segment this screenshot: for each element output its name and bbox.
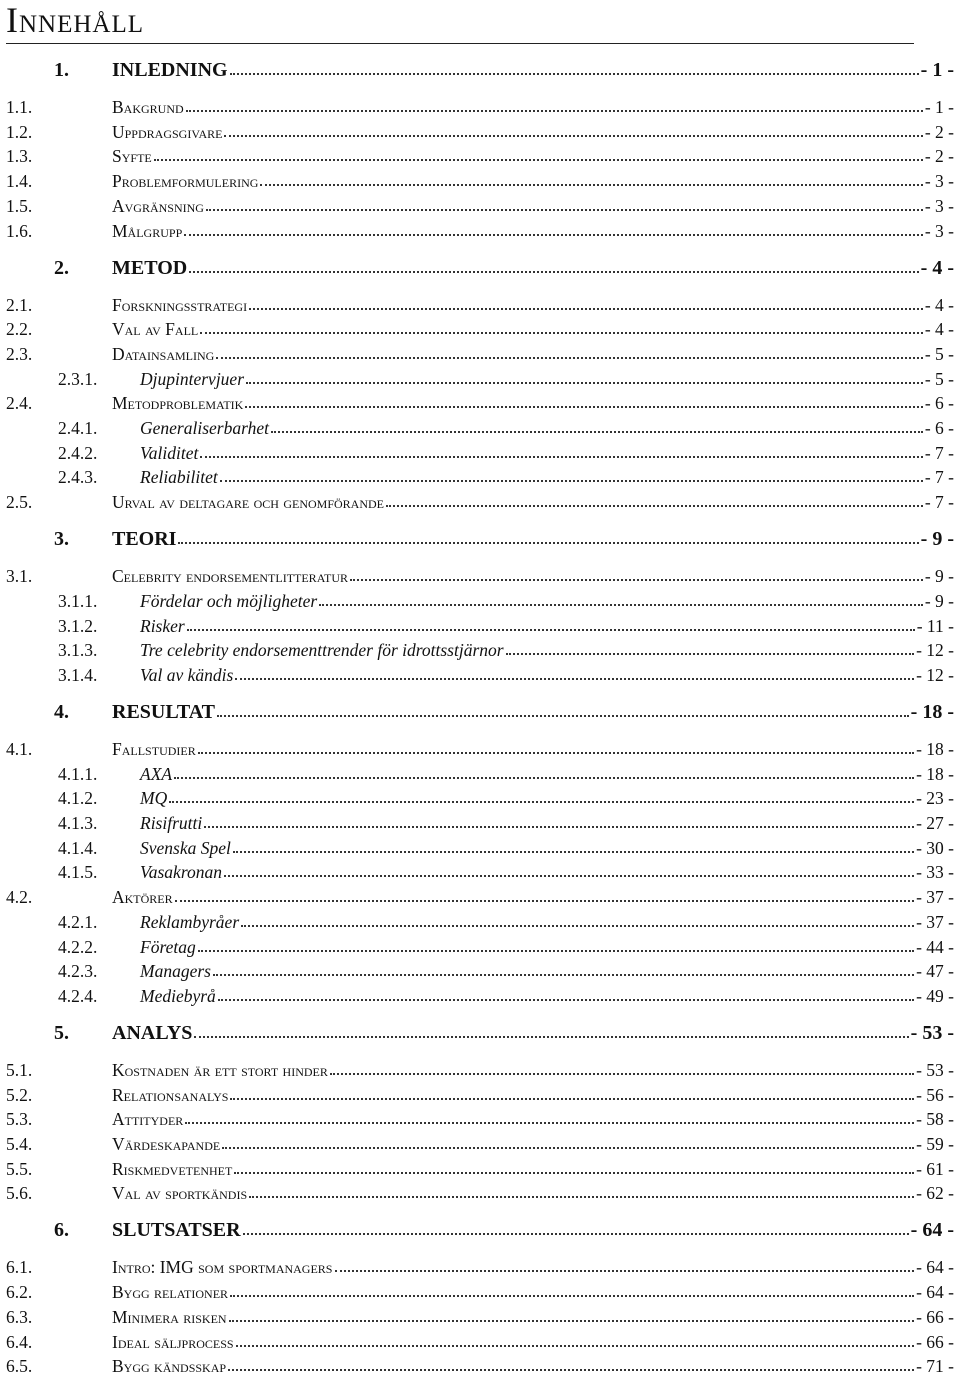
- toc-entry-number: 3.1.: [6, 566, 33, 587]
- dot-leader: [230, 1294, 914, 1297]
- toc-entry[interactable]: [0, 1218, 960, 1240]
- dot-leader: [350, 578, 923, 581]
- dot-leader: [249, 307, 923, 310]
- toc-entry-text: [112, 1060, 954, 1080]
- dot-leader: [198, 751, 914, 754]
- dot-leader: [233, 850, 914, 853]
- toc-entry-text: [140, 912, 954, 932]
- toc-entry-title: Problemformulering: [112, 171, 259, 192]
- toc-entry[interactable]: [0, 58, 960, 80]
- toc-entry-number: 1.6.: [6, 220, 33, 241]
- toc-entry-number: 5.2.: [6, 1084, 33, 1105]
- toc-entry-text: [140, 467, 954, 487]
- toc-entry-page: - 53 -: [916, 1059, 954, 1080]
- toc-entry-number: 2.2.: [6, 319, 33, 340]
- toc-entry-title: Validitet: [140, 442, 199, 463]
- toc-entry-text: [112, 1183, 954, 1203]
- toc-entry-number: 4.2.1.: [58, 911, 98, 932]
- dot-leader: [169, 800, 914, 803]
- dot-leader: [198, 949, 914, 952]
- toc-entry-page: - 61 -: [916, 1158, 954, 1179]
- toc-entry[interactable]: [0, 910, 960, 932]
- dot-leader: [189, 270, 918, 273]
- toc-entry-title: Managers: [140, 961, 211, 982]
- toc-entry-number: 4.: [54, 700, 69, 723]
- toc-entry[interactable]: [0, 663, 960, 685]
- toc-entry-text: [112, 319, 954, 339]
- dot-leader: [213, 973, 914, 976]
- toc-entry-text: [140, 665, 954, 685]
- toc-entry-title: Aktörer: [112, 887, 173, 908]
- toc-entry-title: Forskningsstrategi: [112, 294, 248, 315]
- toc-entry-number: 6.3.: [6, 1306, 33, 1327]
- toc-entry-text: [112, 1307, 954, 1327]
- toc-entry[interactable]: [0, 1280, 960, 1302]
- toc-entry[interactable]: [0, 490, 960, 512]
- toc-entry-title: Syfte: [112, 146, 152, 167]
- toc-entry-page: - 18 -: [910, 700, 954, 723]
- dot-leader: [230, 72, 919, 75]
- toc-entry-text: [140, 369, 954, 389]
- toc-entry-title: Mediebyrå: [140, 985, 216, 1006]
- toc-entry-text: [112, 97, 954, 117]
- toc-entry-page: - 27 -: [916, 813, 954, 833]
- dot-leader: [224, 134, 922, 137]
- toc-entry-page: - 37 -: [916, 887, 954, 908]
- toc-entry-number: 3.1.4.: [58, 664, 98, 685]
- toc-entry-page: - 47 -: [916, 961, 954, 982]
- toc-entry-text: [112, 1356, 954, 1376]
- toc-entry-text: [112, 1282, 954, 1302]
- toc-entry-title: Attityder: [112, 1109, 184, 1130]
- toc-entry-page: - 66 -: [916, 1331, 954, 1352]
- toc-entry-page: - 5 -: [924, 343, 954, 364]
- toc-entry-page: - 56 -: [916, 1084, 954, 1105]
- toc-entry-text: [112, 295, 954, 315]
- dot-leader: [330, 1072, 914, 1075]
- toc-entry-title: Kostnaden är ett stort hinder: [112, 1059, 328, 1080]
- dot-leader: [260, 183, 922, 186]
- dot-leader: [174, 776, 914, 779]
- toc-entry-page: - 7 -: [924, 467, 954, 488]
- toc-entry-text: [140, 986, 954, 1006]
- toc-entry[interactable]: [0, 219, 960, 241]
- toc-entry[interactable]: [0, 811, 960, 833]
- dot-leader: [506, 652, 915, 655]
- toc-entry-number: 4.2.: [6, 887, 33, 908]
- toc-entry-title: INLEDNING: [112, 59, 228, 81]
- toc-entry-text: [112, 171, 954, 191]
- toc-entry-title: Val av kändis: [140, 664, 234, 685]
- toc-entry[interactable]: [0, 1330, 960, 1352]
- toc-entry-number: 2.3.1.: [58, 368, 98, 389]
- toc-entry-page: - 64 -: [916, 1257, 954, 1278]
- toc-entry-title: Ideal säljprocess: [112, 1331, 234, 1352]
- toc-entry[interactable]: [0, 959, 960, 981]
- toc-entry-title: ANALYS: [112, 1021, 193, 1044]
- toc-entry-title: Risifrutti: [140, 813, 203, 833]
- toc-entry-number: 6.1.: [6, 1257, 33, 1278]
- toc-entry[interactable]: [0, 638, 960, 660]
- toc-entry-text: [112, 566, 954, 586]
- dot-leader: [175, 899, 914, 902]
- dot-leader: [187, 628, 915, 631]
- toc-entry-text: [112, 122, 954, 142]
- toc-entry-page: - 66 -: [916, 1306, 954, 1327]
- toc-entry[interactable]: [0, 1181, 960, 1203]
- toc-entry-number: 5.: [54, 1021, 69, 1044]
- toc-entry-number: 5.6.: [6, 1183, 33, 1204]
- toc-entry-number: 1.5.: [6, 195, 33, 216]
- toc-entry-page: - 23 -: [916, 788, 954, 809]
- toc-entry-text: [112, 221, 954, 241]
- toc-entry-title: Målgrupp: [112, 220, 183, 241]
- toc-entry-title: Urval av deltagare och genomförande: [112, 492, 385, 513]
- toc-entry-page: - 44 -: [916, 936, 954, 957]
- toc-entry-text: [112, 1134, 954, 1154]
- toc-entry-page: - 62 -: [916, 1183, 954, 1204]
- toc-entry-title: Företag: [140, 936, 196, 957]
- toc-entry-title: Svenska Spel: [140, 837, 231, 858]
- toc-entry-text: [112, 196, 954, 216]
- toc-entry-text: [112, 1109, 954, 1129]
- toc-entry-number: 5.5.: [6, 1158, 33, 1179]
- toc-entry-page: - 9 -: [924, 590, 954, 611]
- toc-entry-title: Djupintervjuer: [140, 368, 245, 389]
- toc-entry-text: [112, 1332, 954, 1352]
- toc-entry-page: - 4 -: [924, 294, 954, 315]
- toc-entry-title: Val av Fall: [112, 319, 199, 340]
- toc-entry[interactable]: [0, 885, 960, 907]
- toc-entry-title: Minimera risken: [112, 1306, 227, 1327]
- toc-entry-text: [140, 591, 954, 611]
- toc-entry-page: - 33 -: [916, 862, 954, 883]
- toc-entry[interactable]: [0, 441, 960, 463]
- dot-leader: [319, 603, 923, 606]
- toc-entry-title: Vasakronan: [140, 862, 222, 883]
- toc-entry-number: 2.4.: [6, 393, 33, 414]
- toc-entry-page: - 9 -: [920, 528, 954, 551]
- toc-entry-page: - 37 -: [916, 911, 954, 932]
- page-title: Innehåll: [6, 0, 145, 40]
- dot-leader: [234, 1171, 914, 1174]
- dot-leader: [241, 924, 914, 927]
- toc-entry[interactable]: [0, 144, 960, 166]
- toc-entry-page: - 71 -: [916, 1356, 954, 1377]
- toc-entry-text: [112, 1023, 954, 1043]
- toc-entry-title: Riskmedvetenhet: [112, 1158, 233, 1179]
- toc-entry[interactable]: [0, 564, 960, 586]
- toc-entry-page: - 1 -: [920, 59, 954, 81]
- toc-entry-number: 4.2.2.: [58, 936, 98, 957]
- toc-entry-page: - 49 -: [916, 985, 954, 1006]
- toc-entry-number: 4.2.4.: [58, 985, 98, 1006]
- dot-leader: [218, 998, 914, 1001]
- dot-leader: [200, 455, 923, 458]
- dot-leader: [229, 1319, 914, 1322]
- toc-entry[interactable]: [0, 367, 960, 389]
- dot-leader: [228, 1368, 914, 1371]
- toc-entry-number: 4.1.4.: [58, 837, 98, 858]
- toc-entry-text: [112, 529, 954, 549]
- toc-entry[interactable]: [0, 1083, 960, 1105]
- dot-leader: [249, 1195, 914, 1198]
- toc-entry-number: 2.3.: [6, 343, 33, 364]
- toc-entry-text: [112, 1085, 954, 1105]
- toc-entry-page: - 1 -: [924, 97, 954, 117]
- toc-entry[interactable]: [0, 1255, 960, 1277]
- dot-leader: [186, 109, 923, 112]
- toc-entry-text: [140, 961, 954, 981]
- toc-entry-number: 1.3.: [6, 146, 33, 167]
- toc-entry-text: [140, 764, 954, 784]
- toc-entry[interactable]: [0, 1157, 960, 1179]
- toc-entry-text: [140, 443, 954, 463]
- toc-entry-number: 3.1.2.: [58, 615, 98, 636]
- toc-entry-page: - 4 -: [924, 319, 954, 340]
- toc-entry[interactable]: [0, 465, 960, 487]
- toc-entry-number: 2.5.: [6, 492, 33, 513]
- toc-entry-text: [112, 1159, 954, 1179]
- toc-entry-number: 5.3.: [6, 1109, 33, 1130]
- toc-entry-title: Bygg relationer: [112, 1282, 229, 1303]
- toc-entry-title: Risker: [140, 615, 185, 636]
- toc-entry-number: 4.2.3.: [58, 961, 98, 982]
- toc-entry-number: 3.1.3.: [58, 640, 98, 661]
- toc-entry-title: Intro: IMG som sportmanagers: [112, 1257, 333, 1278]
- dot-leader: [154, 158, 923, 161]
- dot-leader: [216, 356, 923, 359]
- toc-entry-text: [112, 492, 954, 512]
- dot-leader: [204, 825, 914, 828]
- dot-leader: [217, 714, 909, 717]
- toc-entry[interactable]: [0, 391, 960, 413]
- dot-leader: [386, 504, 923, 507]
- toc-entry-number: 5.4.: [6, 1134, 33, 1154]
- toc-entry[interactable]: [0, 120, 960, 142]
- dot-leader: [178, 541, 918, 544]
- toc-entry-page: - 64 -: [916, 1282, 954, 1303]
- toc-entry-title: Uppdragsgivare: [112, 121, 223, 142]
- toc-entry-title: Fördelar och möjligheter: [140, 590, 318, 611]
- dot-leader: [236, 1344, 915, 1347]
- toc-entry-text: [140, 838, 954, 858]
- toc-entry-number: 2.1.: [6, 294, 33, 315]
- dot-leader: [222, 1146, 914, 1149]
- toc-entry[interactable]: [0, 836, 960, 858]
- toc-entry-text: [112, 739, 954, 759]
- dot-leader: [185, 1121, 914, 1124]
- toc-entry[interactable]: [0, 527, 960, 549]
- toc-entry-title: Tre celebrity endorsementtrender för idrottsstjärnor: [140, 640, 504, 661]
- toc-entry-title: Bakgrund: [112, 97, 184, 117]
- toc-entry[interactable]: [0, 293, 960, 315]
- toc-entry-title: Reliabilitet: [140, 467, 218, 488]
- toc-entry[interactable]: [0, 762, 960, 784]
- toc-entry-page: - 12 -: [916, 664, 954, 685]
- toc-entry-text: [140, 937, 954, 957]
- toc-entry[interactable]: [0, 1107, 960, 1129]
- toc-entry-title: Metodproblematik: [112, 393, 244, 414]
- toc-entry-text: [112, 887, 954, 907]
- toc-entry-page: - 58 -: [916, 1109, 954, 1130]
- toc-entry[interactable]: [0, 614, 960, 636]
- toc-entry-title: Generaliserbarhet: [140, 418, 269, 438]
- toc-entry-number: 3.1.1.: [58, 590, 98, 611]
- toc-entry-page: - 18 -: [916, 763, 954, 784]
- toc-entry-page: - 3 -: [924, 171, 954, 192]
- toc-entry-title: MQ: [140, 788, 168, 809]
- toc-entry-page: - 18 -: [916, 738, 954, 759]
- toc-entry-page: - 64 -: [910, 1219, 954, 1242]
- toc-entry[interactable]: [0, 317, 960, 339]
- toc-entry[interactable]: [0, 416, 960, 438]
- toc-entry-page: - 12 -: [916, 640, 954, 661]
- toc-entry[interactable]: [0, 194, 960, 216]
- toc-entry[interactable]: [0, 786, 960, 808]
- toc-entry-text: [112, 1220, 954, 1240]
- toc-entry-number: 1.: [54, 59, 69, 81]
- dot-leader: [245, 405, 923, 408]
- toc-entry-page: - 7 -: [924, 492, 954, 513]
- toc-entry-title: Val av sportkändis: [112, 1183, 248, 1204]
- toc-entry-text: [112, 258, 954, 278]
- toc-entry[interactable]: [0, 860, 960, 882]
- toc-entry-title: TEORI: [112, 528, 177, 551]
- toc-entry-number: 1.2.: [6, 121, 33, 142]
- toc-entry-title: SLUTSATSER: [112, 1219, 241, 1242]
- dot-leader: [194, 1035, 908, 1038]
- toc-entry-number: 3.: [54, 528, 69, 551]
- toc-entry[interactable]: [0, 589, 960, 611]
- toc-entry-number: 4.1.5.: [58, 862, 98, 883]
- dot-leader: [230, 1097, 914, 1100]
- toc-entry[interactable]: [0, 1021, 960, 1043]
- toc-entry-title: Fallstudier: [112, 738, 196, 759]
- toc-entry-title: METOD: [112, 256, 188, 279]
- toc-entry-number: 6.4.: [6, 1331, 33, 1352]
- toc-entry[interactable]: [0, 700, 960, 722]
- toc-entry-page: - 53 -: [910, 1021, 954, 1044]
- toc-entry[interactable]: [0, 95, 960, 117]
- dot-leader: [246, 381, 923, 384]
- toc-entry[interactable]: [0, 1058, 960, 1080]
- toc-entry-title: AXA: [140, 763, 173, 784]
- dot-leader: [243, 1232, 909, 1235]
- toc-entry-page: - 2 -: [924, 121, 954, 142]
- toc-entry-title: Relationsanalys: [112, 1084, 229, 1105]
- dot-leader: [184, 233, 923, 236]
- toc-entry-text: [140, 640, 954, 660]
- toc-entry-number: 2.: [54, 256, 69, 279]
- toc-entry-page: - 5 -: [924, 368, 954, 389]
- toc-entry-page: - 6 -: [924, 393, 954, 414]
- toc-entry-title: Bygg kändsskap: [112, 1356, 227, 1377]
- toc-entry[interactable]: [0, 935, 960, 957]
- toc-entry-page: - 11 -: [916, 615, 954, 636]
- toc-entry-text: [112, 1257, 954, 1277]
- toc-entry-title: Reklambyråer: [140, 911, 240, 932]
- dot-leader: [235, 677, 914, 680]
- toc-entry-number: 4.1.3.: [58, 813, 98, 833]
- toc-entry-number: 4.1.2.: [58, 788, 98, 809]
- toc-entry-text: [140, 418, 954, 438]
- toc-entry-page: - 59 -: [916, 1134, 954, 1154]
- toc-entry-page: - 3 -: [924, 220, 954, 241]
- toc-entry-text: [140, 862, 954, 882]
- toc-entry-page: - 4 -: [920, 256, 954, 279]
- toc-entry-text: [112, 60, 954, 80]
- toc-entry-page: - 30 -: [916, 837, 954, 858]
- toc-entry-page: - 3 -: [924, 195, 954, 216]
- toc-entry[interactable]: [0, 737, 960, 759]
- toc-entry[interactable]: [0, 1132, 960, 1154]
- dot-leader: [224, 874, 914, 877]
- toc-entry-number: 6.: [54, 1219, 69, 1242]
- toc-entry-number: 2.4.1.: [58, 418, 98, 438]
- toc-entry[interactable]: [0, 256, 960, 278]
- toc-entry[interactable]: [0, 169, 960, 191]
- toc-entry-number: 6.5.: [6, 1356, 33, 1377]
- toc-entry-page: - 7 -: [924, 442, 954, 463]
- toc-entry-text: [112, 393, 954, 413]
- toc-entry-title: Avgränsning: [112, 195, 204, 216]
- toc-entry-number: 2.4.2.: [58, 442, 98, 463]
- toc-entry[interactable]: [0, 342, 960, 364]
- toc-entry-number: 4.1.1.: [58, 763, 98, 784]
- toc-entry-number: 4.1.: [6, 738, 33, 759]
- dot-leader: [206, 208, 923, 211]
- toc-entry-text: [112, 146, 954, 166]
- toc-entry-text: [140, 616, 954, 636]
- toc-entry-number: 2.4.3.: [58, 467, 98, 488]
- toc-entry-number: 6.2.: [6, 1282, 33, 1303]
- toc-entry[interactable]: [0, 1305, 960, 1327]
- toc-entry-text: [112, 702, 954, 722]
- toc-entry-text: [112, 344, 954, 364]
- toc-entry-text: [140, 788, 954, 808]
- dot-leader: [271, 430, 923, 433]
- dot-leader: [200, 331, 923, 334]
- toc-entry-page: - 2 -: [924, 146, 954, 167]
- toc-entry-title: RESULTAT: [112, 700, 216, 723]
- toc-entry-number: 1.1.: [6, 97, 33, 117]
- dot-leader: [220, 479, 923, 482]
- toc-entry-text: [140, 813, 954, 833]
- toc-entry-title: Värdeskapande: [112, 1134, 221, 1154]
- dot-leader: [335, 1269, 915, 1272]
- toc-entry-page: - 6 -: [924, 418, 954, 438]
- toc-entry-title: Celebrity endorsementlitteratur: [112, 566, 349, 587]
- toc-entry-number: 5.1.: [6, 1059, 33, 1080]
- toc-entry-page: - 9 -: [924, 566, 954, 587]
- toc-entry-number: 1.4.: [6, 171, 33, 192]
- toc-entry[interactable]: [0, 1354, 960, 1376]
- toc-entry-title: Datainsamling: [112, 343, 215, 364]
- toc-entry[interactable]: [0, 984, 960, 1006]
